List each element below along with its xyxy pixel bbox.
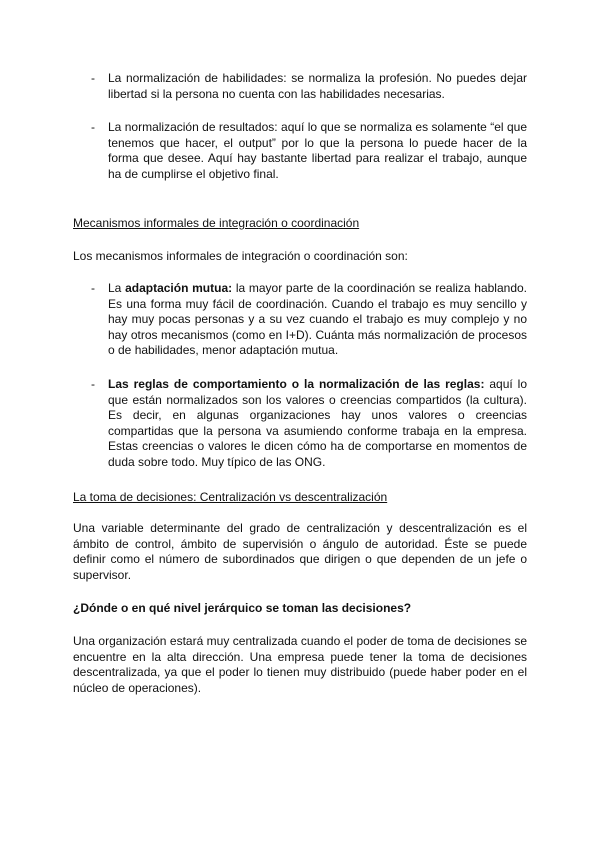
list-item-normalizacion-resultados <box>91 120 527 182</box>
bullet-dash: - <box>91 71 95 85</box>
section-heading-toma-decisiones: La toma de decisiones: Centralización vs descentralización <box>73 490 388 504</box>
list-item-text <box>108 377 527 471</box>
question-heading: ¿Dónde o en qué nivel jerárquico se toman las decisiones? <box>73 601 412 615</box>
list-item-text <box>108 281 527 359</box>
bullet-dash: - <box>91 120 95 134</box>
list-item-term: adaptación mutua: <box>125 281 233 295</box>
section-intro-paragraph: Los mecanismos informales de integración o coordinación son: <box>73 249 408 263</box>
answer-paragraph: Una organización estará muy centralizada cuando el poder de toma de decisiones se encuentre en la alta dirección. Una empresa puede tener la toma de decisiones descentralizada, ya que el poder lo tienen muy distribuido (puede haber poder en el núcleo de operaciones). <box>73 634 527 695</box>
bullet-dash: - <box>91 281 95 295</box>
bullet-dash: - <box>91 377 95 391</box>
section-heading-mecanismos-informales: Mecanismos informales de integración o coordinación <box>73 216 360 230</box>
list-item-reglas-comportamiento <box>91 377 527 471</box>
list-item-rest: la mayor parte de la coordinación se realiza hablando. Es una forma muy fácil de coordinación. Cuando el trabajo es muy sencillo y hay muy pocas personas y a su vez cuando el trabajo es muy complejo y no hay otros mecanismos (como en I+D). Cuánta más normalización de procesos o de habilidades, menor adaptación mutua. <box>108 281 527 358</box>
list-item-text: La normalización de resultados: aquí lo que se normaliza es solamente “el que tenemos que hacer, el output” por lo que la persona lo puede hacer de la forma que desee. Aquí hay bastante libertad para realizar el trabajo, aunque ha de cumplirse el objetivo final. <box>108 120 527 181</box>
list-item-text: La normalización de habilidades: se normaliza la profesión. No puedes dejar libertad si la persona no cuenta con las habilidades necesarias. <box>108 71 527 101</box>
list-item-pre: La <box>108 281 126 295</box>
decisiones-paragraph: Una variable determinante del grado de centralización y descentralización es el ámbito de control, ámbito de supervisión o ángulo de autoridad. Éste se puede definir como el número de subordinados que dirigen o que dependen de un jefe o supervisor. <box>73 521 527 582</box>
list-item-adaptacion-mutua <box>91 281 527 359</box>
list-item-rest: aquí lo que están normalizados son los valores o creencias compartidos (la cultura). Es decir, en algunas organizaciones hay unos valores o creencias compartidas que la persona va asumiendo conforme trabaja en la empresa. Estas creencias o valores le dicen cómo ha de comportarse en momentos de duda sobre todo. Muy típico de las ONG. <box>108 377 528 469</box>
list-item-term: Las reglas de comportamiento o la normalización de las reglas: <box>108 377 485 391</box>
list-item-normalizacion-habilidades <box>91 71 527 102</box>
